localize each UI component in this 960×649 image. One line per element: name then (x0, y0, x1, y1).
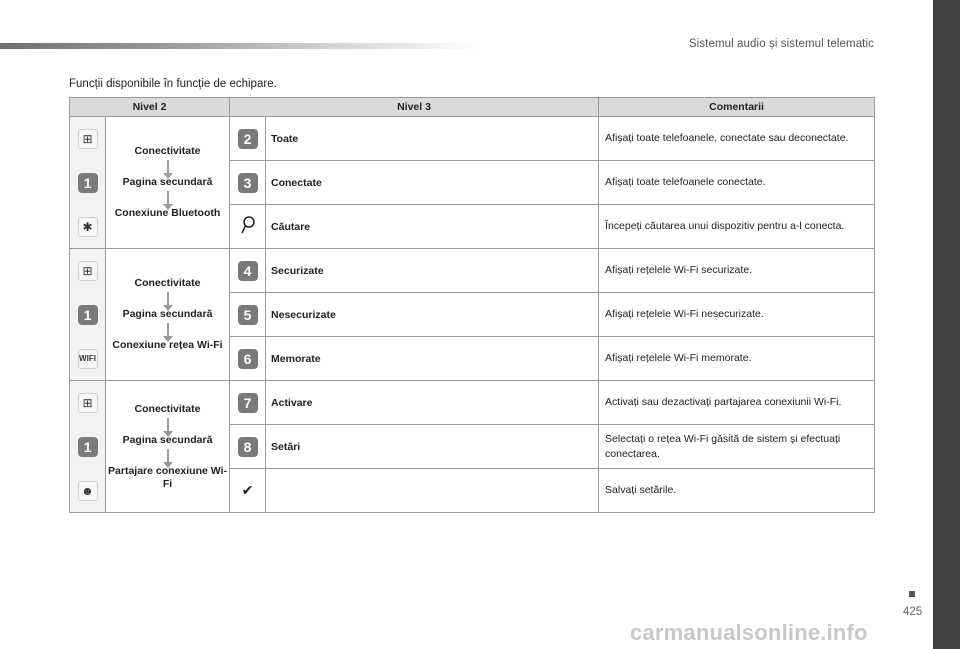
comment-text: Afișați rețelele Wi-Fi memorate. (599, 337, 875, 381)
intro-text: Funcții disponibile în funcție de echipare. (69, 78, 277, 90)
table-row (70, 381, 875, 425)
level3-badge-cell (230, 337, 266, 381)
table-row (70, 117, 875, 161)
step-conexiune-bluetooth: Conexiune Bluetooth (114, 207, 221, 219)
checkmark-icon: ✔ (241, 482, 254, 498)
level3-label: Căutare (266, 205, 599, 249)
step-conectivitate: Conectivitate (134, 402, 201, 415)
level3-label: Securizate (266, 249, 599, 293)
comment-text: Activați sau dezactivați partajarea conexiunii Wi-Fi. (599, 381, 875, 425)
level1-badge: 1 (78, 305, 98, 325)
down-arrow-icon (167, 292, 169, 306)
level2-path-cell (106, 117, 230, 249)
level3-badge: 5 (238, 305, 258, 325)
comment-text: Afișați toate telefoanele, conectate sau deconectate. (599, 117, 875, 161)
search-icon (241, 216, 255, 234)
level2-path-cell (106, 381, 230, 513)
step-pagina-secundara: Pagina secundară (122, 433, 213, 446)
step-pagina-secundara: Pagina secundară (122, 176, 213, 188)
grid-icon: ⊞ (78, 261, 98, 281)
level1-icon-cell (70, 249, 106, 381)
down-arrow-icon (167, 191, 169, 205)
level3-label: Setări (266, 425, 599, 469)
level1-badge: 1 (78, 173, 98, 193)
header-decorative-bar (0, 43, 480, 49)
level3-label (266, 469, 599, 513)
level3-badge: 6 (238, 349, 258, 369)
level1-badge: 1 (78, 437, 98, 457)
level1-icon-cell (70, 381, 106, 513)
down-arrow-icon (167, 418, 169, 432)
bluetooth-icon: ✱ (78, 217, 98, 237)
wifi-icon: WIFI (78, 349, 98, 369)
level3-label: Toate (266, 117, 599, 161)
level3-badge-cell (230, 161, 266, 205)
level3-badge-cell (230, 293, 266, 337)
header-nivel2: Nivel 2 (70, 98, 230, 117)
level3-label: Activare (266, 381, 599, 425)
side-tab-strip (933, 0, 960, 649)
comment-text: Salvați setările. (599, 469, 875, 513)
comment-text: Afișați rețelele Wi-Fi nesecurizate. (599, 293, 875, 337)
down-arrow-icon (167, 323, 169, 337)
header-nivel3: Nivel 3 (230, 98, 599, 117)
level3-badge-cell (230, 117, 266, 161)
level3-badge: 4 (238, 261, 258, 281)
comment-text: Începeți căutarea unui dispozitiv pentru a-l conecta. (599, 205, 875, 249)
level3-icon-cell (230, 469, 266, 513)
page-number: 425 (903, 606, 923, 618)
step-conectivitate: Conectivitate (134, 145, 201, 157)
step-conexiune-wifi: Conexiune rețea Wi-Fi (112, 339, 223, 351)
grid-icon: ⊞ (78, 129, 98, 149)
step-partajare-conexiune: Partajare conexiune Wi-Fi (108, 464, 227, 490)
level3-label: Memorate (266, 337, 599, 381)
functions-table (69, 97, 875, 513)
level3-label: Nesecurizate (266, 293, 599, 337)
hotspot-sharing-icon: ☻ (78, 481, 98, 501)
level3-badge: 8 (238, 437, 258, 457)
comment-text: Afișați rețelele Wi-Fi securizate. (599, 249, 875, 293)
table-header-row (70, 98, 875, 117)
section-title: Sistemul audio și sistemul telematic (688, 38, 874, 50)
level3-badge: 3 (238, 173, 258, 193)
comment-text: Selectați o rețea Wi-Fi găsită de sistem și efectuați conectarea. (599, 425, 875, 469)
header-comentarii: Comentarii (599, 98, 875, 117)
down-arrow-icon (167, 160, 169, 174)
step-pagina-secundara: Pagina secundară (122, 308, 213, 320)
watermark: carmanualsonline.info (630, 620, 868, 645)
level3-badge-cell (230, 249, 266, 293)
step-conectivitate: Conectivitate (134, 277, 201, 289)
level3-badge-cell (230, 425, 266, 469)
level3-icon-cell (230, 205, 266, 249)
level1-icon-cell (70, 117, 106, 249)
table-row (70, 249, 875, 293)
level2-path-cell (106, 249, 230, 381)
level3-badge: 2 (238, 129, 258, 149)
comment-text: Afișați toate telefoanele conectate. (599, 161, 875, 205)
page-marker (909, 591, 915, 597)
level3-badge: 7 (238, 393, 258, 413)
down-arrow-icon (167, 449, 169, 463)
level3-label: Conectate (266, 161, 599, 205)
level3-badge-cell (230, 381, 266, 425)
grid-icon: ⊞ (78, 393, 98, 413)
